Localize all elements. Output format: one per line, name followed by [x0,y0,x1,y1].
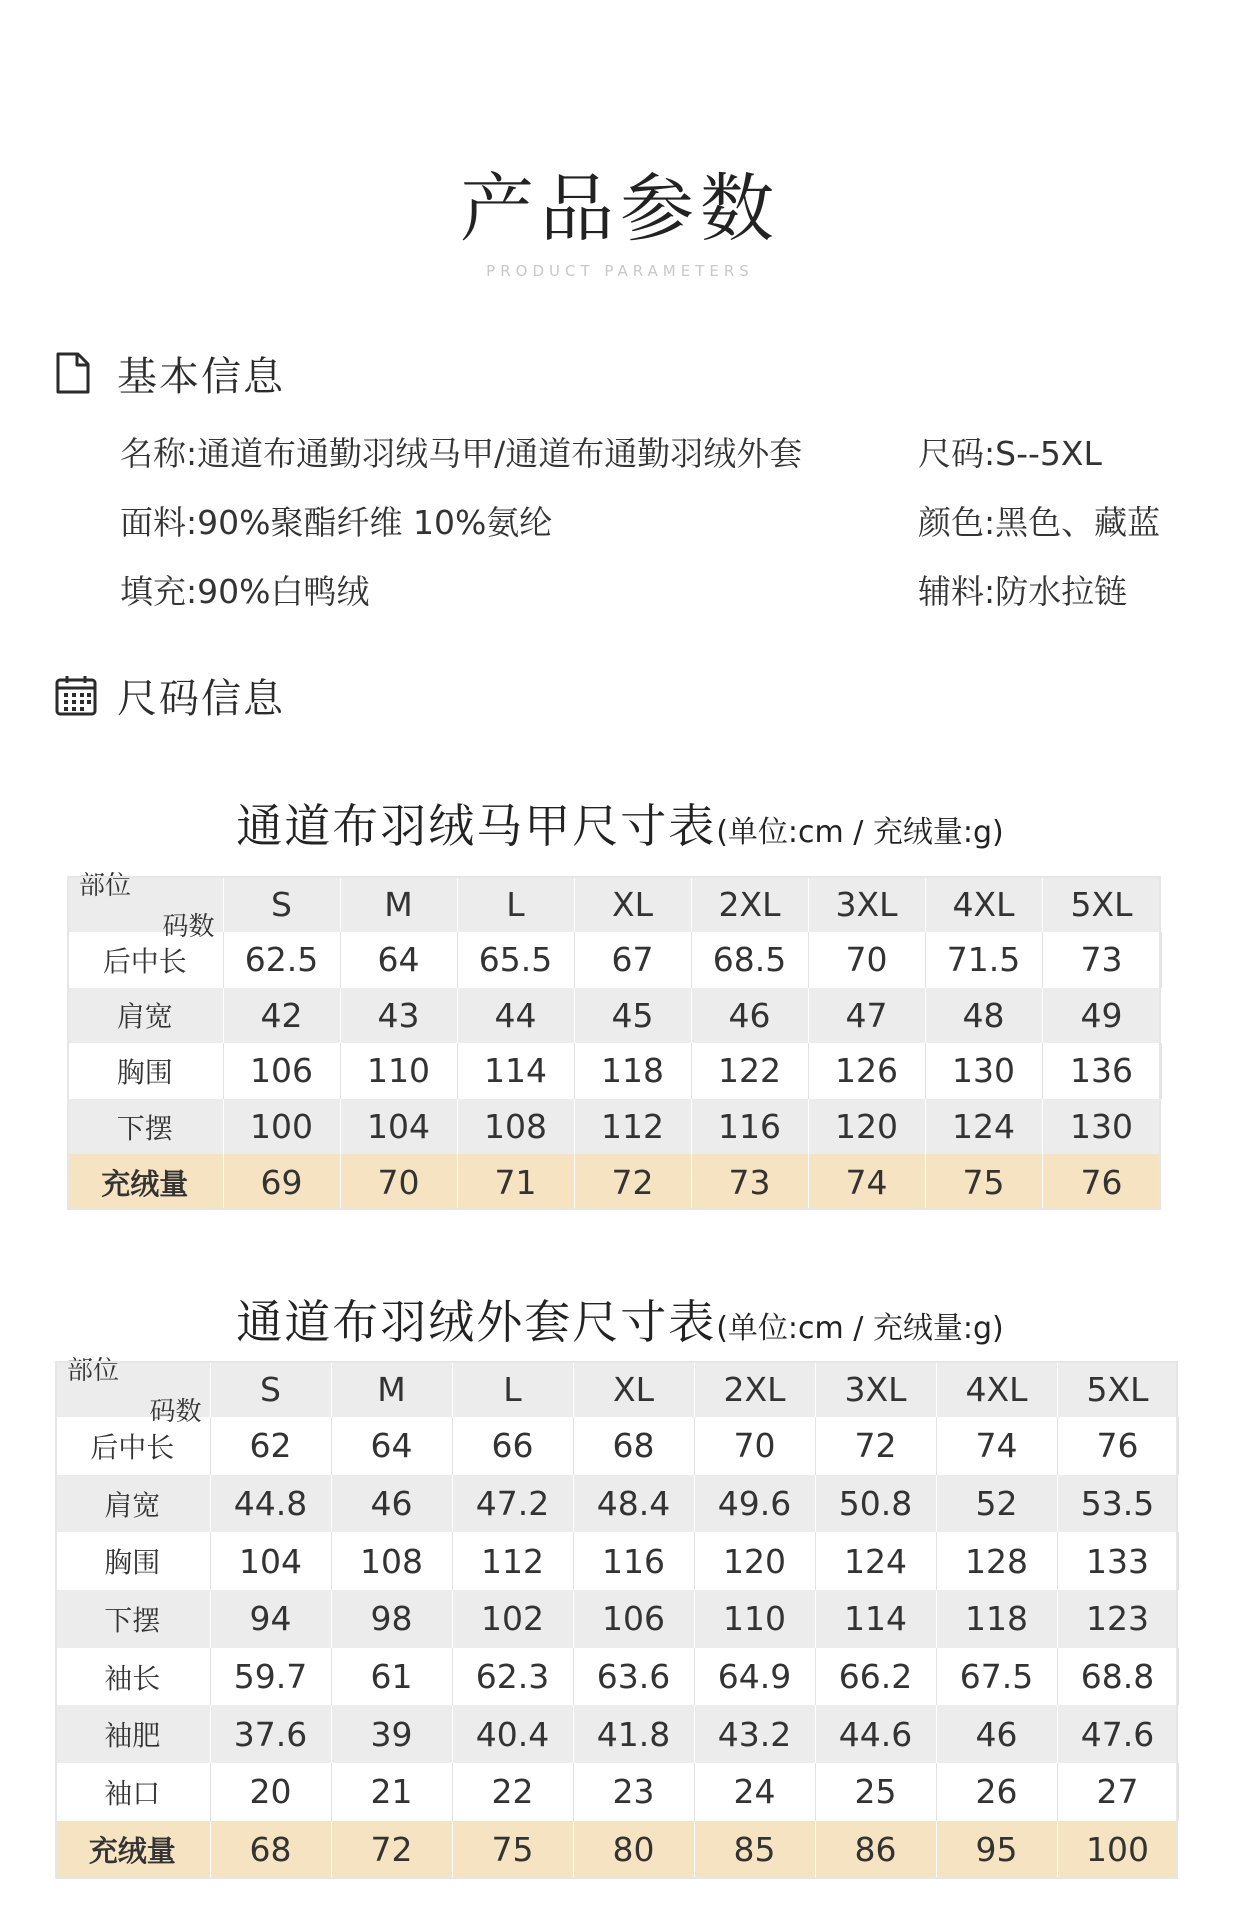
table-cell: 108 [331,1532,452,1590]
table-cell: 62.5 [223,932,340,988]
vest-size-table [67,871,1162,1210]
table-cell: 112 [452,1532,573,1590]
table-cell: 124 [815,1532,936,1590]
table-cell: 72 [815,1417,936,1475]
table-cell: 114 [457,1043,574,1099]
table-cell: 118 [574,1043,691,1099]
table-row [55,1763,1178,1821]
table-cell: 23 [573,1763,694,1821]
table-row [55,1705,1178,1763]
part-label: 胸围 [55,1532,210,1590]
fill-weight-row [55,1821,1178,1879]
part-label: 下摆 [55,1590,210,1648]
accessory: 辅料:防水拉链 [918,572,1128,611]
table-cell: 67.5 [936,1648,1057,1706]
table-cell: 43.2 [694,1705,815,1763]
table-cell: 114 [815,1590,936,1648]
table-cell: 110 [694,1590,815,1648]
part-label: 后中长 [67,932,223,988]
table-cell: 100 [1057,1821,1178,1879]
table-cell: 118 [936,1590,1057,1648]
table-cell: 70 [808,932,925,988]
size-header: M [340,876,457,932]
part-label: 袖口 [55,1763,210,1821]
basic-info-heading [55,348,285,398]
table-cell: 47.6 [1057,1705,1178,1763]
part-label: 充绒量 [67,1154,223,1210]
table-cell: 130 [925,1043,1042,1099]
corner-size-label: 码数 [162,912,215,942]
size-header: 5XL [1057,1361,1178,1417]
table-row [67,932,1161,988]
table-cell: 130 [1042,1099,1161,1155]
page-subtitle: PRODUCT PARAMETERS [486,262,754,280]
size-header: M [331,1361,452,1417]
table-cell: 25 [815,1763,936,1821]
size-header: 4XL [936,1361,1057,1417]
part-label: 充绒量 [55,1821,210,1879]
table-cell: 62 [210,1417,331,1475]
table-cell: 47 [808,988,925,1044]
table-cell: 66 [452,1417,573,1475]
part-label: 下摆 [67,1099,223,1155]
vest-table-name: 通道布羽绒马甲尺寸表 [236,799,717,853]
table-cell: 95 [936,1821,1057,1879]
table-row [55,1417,1178,1475]
table-cell: 73 [1042,932,1161,988]
table-cell: 48.4 [573,1475,694,1533]
part-label: 肩宽 [67,988,223,1044]
size-info-label: 尺码信息 [117,675,285,722]
table-cell: 43 [340,988,457,1044]
table-cell: 20 [210,1763,331,1821]
table-row [67,1099,1161,1155]
table-cell: 75 [452,1821,573,1879]
table-cell: 74 [808,1154,925,1210]
table-cell: 21 [331,1763,452,1821]
table-cell: 100 [223,1099,340,1155]
size-header: XL [573,1361,694,1417]
table-cell: 22 [452,1763,573,1821]
table-row [55,1532,1178,1590]
table-cell: 73 [691,1154,808,1210]
table-cell: 122 [691,1043,808,1099]
table-cell: 67 [574,932,691,988]
part-label: 袖肥 [55,1705,210,1763]
table-row [55,1590,1178,1648]
table-cell: 85 [694,1821,815,1879]
table-cell: 104 [340,1099,457,1155]
calendar-icon [55,674,91,716]
table-cell: 108 [457,1099,574,1155]
table-cell: 136 [1042,1043,1161,1099]
table-cell: 49 [1042,988,1161,1044]
table-cell: 74 [936,1417,1057,1475]
table-row [67,1043,1161,1099]
table-cell: 63.6 [573,1648,694,1706]
size-header: XL [574,876,691,932]
table-cell: 61 [331,1648,452,1706]
table-cell: 110 [340,1043,457,1099]
table-cell: 50.8 [815,1475,936,1533]
table-cell: 42 [223,988,340,1044]
corner-part-label: 部位 [67,1356,120,1386]
size-header: 3XL [808,876,925,932]
size-info-heading [55,670,285,720]
product-name: 名称:通道布通勤羽绒马甲/通道布通勤羽绒外套 [120,434,803,473]
table-cell: 26 [936,1763,1057,1821]
corner-cell [67,871,223,942]
part-label: 袖长 [55,1648,210,1706]
table-cell: 53.5 [1057,1475,1178,1533]
table-cell: 75 [925,1154,1042,1210]
table-cell: 70 [694,1417,815,1475]
table-cell: 120 [694,1532,815,1590]
table-cell: 39 [331,1705,452,1763]
size-header: 4XL [925,876,1042,932]
coat-table-name: 通道布羽绒外套尺寸表 [236,1295,717,1349]
table-cell: 94 [210,1590,331,1648]
table-cell: 44.6 [815,1705,936,1763]
table-cell: 86 [815,1821,936,1879]
corner-cell [55,1356,210,1427]
table-cell: 64 [340,932,457,988]
table-cell: 98 [331,1590,452,1648]
table-cell: 41.8 [573,1705,694,1763]
basic-info-label: 基本信息 [117,353,285,400]
filling: 填充:90%白鸭绒 [120,572,370,611]
table-cell: 46 [936,1705,1057,1763]
part-label: 肩宽 [55,1475,210,1533]
table-row [55,1475,1178,1533]
table-cell: 27 [1057,1763,1178,1821]
table-row [55,1648,1178,1706]
table-cell: 68 [210,1821,331,1879]
table-cell: 52 [936,1475,1057,1533]
table-cell: 71 [457,1154,574,1210]
table-cell: 65.5 [457,932,574,988]
size-header: 2XL [694,1361,815,1417]
table-cell: 37.6 [210,1705,331,1763]
table-cell: 120 [808,1099,925,1155]
size-header: 2XL [691,876,808,932]
table-cell: 112 [574,1099,691,1155]
table-cell: 116 [573,1532,694,1590]
table-cell: 68 [573,1417,694,1475]
table-cell: 64.9 [694,1648,815,1706]
table-cell: 72 [331,1821,452,1879]
table-cell: 69 [223,1154,340,1210]
size-header: 5XL [1042,876,1161,932]
size-header: 3XL [815,1361,936,1417]
size-header: L [457,876,574,932]
color: 颜色:黑色、藏蓝 [918,503,1161,542]
table-cell: 64 [331,1417,452,1475]
part-label: 胸围 [67,1043,223,1099]
table-cell: 72 [574,1154,691,1210]
table-cell: 46 [691,988,808,1044]
table-cell: 126 [808,1043,925,1099]
page-title: 产品参数 [460,166,780,252]
vest-table-title [0,790,1240,856]
table-cell: 44 [457,988,574,1044]
vest-table-unit: (单位:cm / 充绒量:g) [716,815,1004,850]
size-header: S [210,1361,331,1417]
coat-size-table [55,1356,1179,1879]
part-label: 后中长 [55,1417,210,1475]
table-cell: 102 [452,1590,573,1648]
table-cell: 133 [1057,1532,1178,1590]
fill-weight-row [67,1154,1161,1210]
table-cell: 47.2 [452,1475,573,1533]
table-cell: 106 [573,1590,694,1648]
table-cell: 70 [340,1154,457,1210]
table-cell: 46 [331,1475,452,1533]
coat-table-title [0,1286,1240,1352]
size-header: L [452,1361,573,1417]
size-header: S [223,876,340,932]
table-cell: 68.5 [691,932,808,988]
table-row [67,988,1161,1044]
table-cell: 40.4 [452,1705,573,1763]
table-cell: 80 [573,1821,694,1879]
table-cell: 62.3 [452,1648,573,1706]
size-range: 尺码:S--5XL [918,434,1102,473]
table-cell: 68.8 [1057,1648,1178,1706]
table-cell: 59.7 [210,1648,331,1706]
coat-table-unit: (单位:cm / 充绒量:g) [716,1311,1004,1346]
corner-part-label: 部位 [79,871,132,901]
table-cell: 24 [694,1763,815,1821]
table-cell: 45 [574,988,691,1044]
table-header-row [55,1361,1178,1417]
table-cell: 128 [936,1532,1057,1590]
table-cell: 106 [223,1043,340,1099]
table-header-row [67,876,1161,932]
table-cell: 76 [1042,1154,1161,1210]
fabric: 面料:90%聚酯纤维 10%氨纶 [120,503,553,542]
table-cell: 123 [1057,1590,1178,1648]
document-icon [55,352,91,394]
table-cell: 116 [691,1099,808,1155]
table-cell: 48 [925,988,1042,1044]
table-cell: 66.2 [815,1648,936,1706]
table-cell: 124 [925,1099,1042,1155]
table-cell: 49.6 [694,1475,815,1533]
table-cell: 71.5 [925,932,1042,988]
table-cell: 76 [1057,1417,1178,1475]
table-cell: 104 [210,1532,331,1590]
table-cell: 44.8 [210,1475,331,1533]
corner-size-label: 码数 [149,1397,202,1427]
